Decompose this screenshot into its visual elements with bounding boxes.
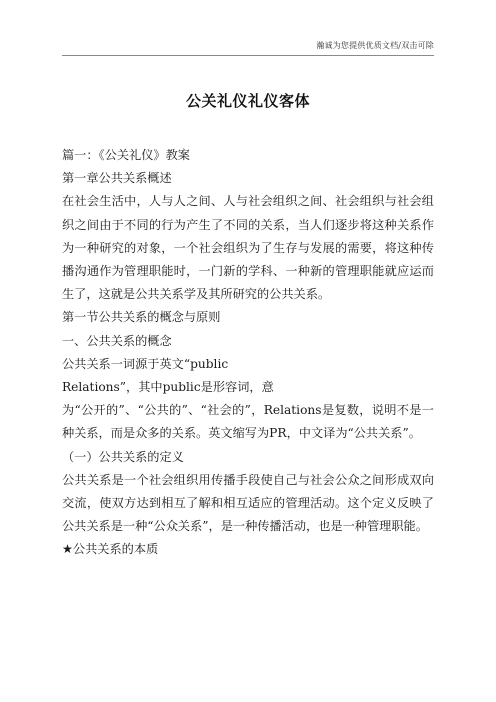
paragraph-origin-line-3: 为“公开的”、“公共的”、“社会的”，Relations是复数，说明不是一种关系，而是众多的关系。英文缩写为PR，中文译为“公共关系”。 [62, 403, 434, 441]
paragraph-essence-heading: ★公共关系的本质 [62, 542, 159, 557]
paragraph-section-heading: 第一节公共关系的概念与原则 [62, 310, 221, 325]
document-title: 公关礼仪礼仪客体 [185, 92, 310, 110]
paragraph-definition-heading: （一）公共关系的定义 [62, 449, 184, 464]
paragraph-article-heading: 篇一：《公关礼仪》教案 [62, 148, 190, 162]
paragraph-chapter-heading: 第一章公共关系概述 [62, 171, 172, 186]
header-divider [62, 55, 434, 56]
paragraph-definition: 公共关系是一个社会组织用传播手段使自己与社会公众之间形成双向交流，使双方达到相互了解和相互适应的管理活动。这个定义反映了公共关系是一种“公众关系”，是一种传播活动，也是一种管理职能。 [62, 472, 434, 534]
header-note: 瀚诚为您提供优质文档/双击可除 [316, 41, 434, 50]
paragraph-origin-line-1: 公共关系一词源于英文“public [62, 356, 229, 371]
paragraph-subsection-heading: 一、公共关系的概念 [62, 333, 172, 348]
paragraph-intro: 在社会生活中，人与人之间、人与社会组织之间、社会组织与社会组织之间由于不同的行为产生了不同的关系，当人们逐步将这种关系作为一种研究的对象，一个社会组织为了生存与发展的需要，将这种传播沟通作为管理职能时，一门新的学科、一种新的管理职能就应运而生了，这就是公共关系学及其所研究的公共关系。 [62, 194, 434, 302]
document-body [62, 144, 434, 562]
paragraph-origin-line-2: Relations”，其中public是形容词，意 [62, 380, 274, 395]
